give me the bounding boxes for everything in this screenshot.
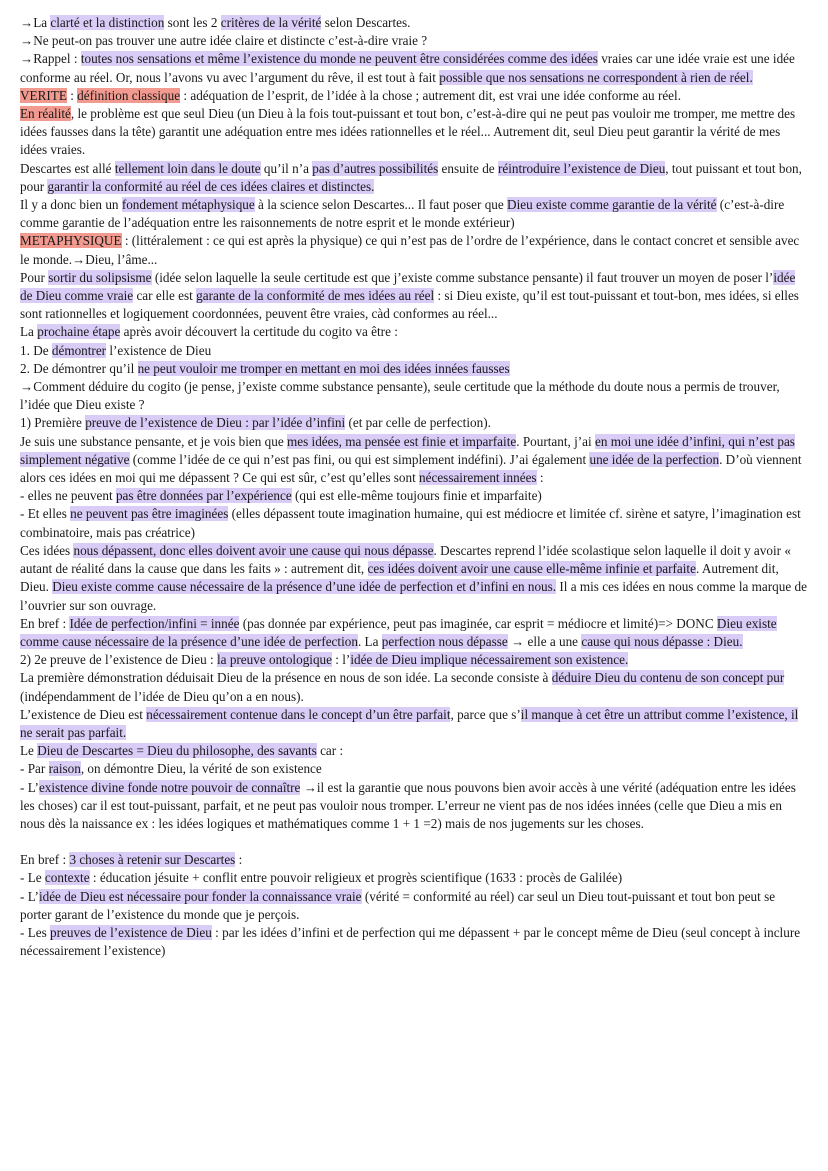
paragraph (20, 542, 808, 615)
highlight-purple: ne peut vouloir me tromper en mettant en moi des idées innées fausses (137, 360, 510, 376)
text-run: Il y a donc bien un (20, 197, 122, 213)
text-run: l’existence de Dieu (106, 342, 212, 358)
text-run: - Par (20, 761, 49, 777)
highlight-red: VERITE (20, 87, 67, 103)
text-run: - Le (20, 870, 45, 886)
text-run: , tout puissant et tout bon, pour (20, 160, 802, 194)
paragraph (20, 323, 808, 341)
text-run: →La (20, 15, 51, 30)
paragraph (20, 14, 808, 32)
highlight-purple: preuve de l’existence de Dieu : par l’idée d’infini (85, 415, 346, 431)
text-run: : (235, 852, 243, 868)
paragraph (20, 87, 808, 105)
text-run: selon Descartes. (321, 15, 411, 30)
text-run: (vérité = conformité au réel) car seul un Dieu tout-puissant et tout bon peut se porter garant de l’existence du monde que je perçois. (20, 888, 776, 922)
highlight-purple: possible que nos sensations ne correspondent à rien de réel. (439, 69, 753, 85)
text-run: - L’ (20, 779, 39, 795)
highlight-purple: Dieu existe comme cause nécessaire de la présence d’une idée de perfection (20, 615, 777, 649)
highlight-purple: pas être données par l’expérience (115, 488, 292, 504)
text-run: (comme l’idée de ce qui n’est pas fini, ou qui est simplement indéfini). J’ai également (129, 451, 590, 467)
highlight-red: En réalité (20, 106, 71, 122)
text-run: : (littéralement : ce qui est après la physique) ce qui n’est pas de l’ordre de l’expérience, dans le contact concret et sensible avec le monde.→Dieu, l’âme... (20, 233, 800, 267)
highlight-purple: Dieu existe comme garantie de la vérité (507, 197, 717, 213)
text-run: En bref : (20, 615, 70, 631)
text-run: . Pourtant, j’ai (516, 433, 595, 449)
text-run: Ces idées (20, 542, 74, 558)
text-run: - L’ (20, 888, 39, 904)
text-run: , on démontre Dieu, la vérité de son existence (80, 761, 322, 777)
highlight-purple: fondement métaphysique (121, 197, 255, 213)
highlight-purple: ces idées doivent avoir une cause elle-même infinie et parfaite (367, 561, 696, 577)
paragraph (20, 196, 808, 232)
highlight-purple: sortir du solipsisme (48, 269, 152, 285)
text-run: : si Dieu existe, qu’il est tout-puissant et tout-bon, mes idées, si elles sont rationnelles et logiquement coordonnées, peuvent être vraies, càd conformes au réel... (20, 288, 799, 322)
highlight-red: définition classique (77, 87, 181, 103)
text-run: à la science selon Descartes... Il faut poser que (254, 197, 508, 213)
highlight-purple: démontrer (51, 342, 107, 358)
highlight-purple: Idée de perfection/infini = innée (69, 615, 240, 631)
highlight-purple: toutes nos sensations et même l’existence du monde ne peuvent être considérées comme des idées (80, 51, 598, 67)
text-run: 1. De (20, 342, 52, 358)
text-run: 2. De démontrer qu’il (20, 360, 138, 376)
paragraph (20, 160, 808, 196)
paragraph (20, 615, 808, 651)
highlight-purple: perfection nous dépasse (381, 633, 508, 649)
highlight-purple: 3 choses à retenir sur Descartes (69, 852, 236, 868)
text-run: Le (20, 743, 38, 759)
paragraph (20, 342, 808, 360)
text-run: (elles dépassent toute imagination humaine, qui est médiocre et limitée cf. sirène et satyre, l’imagination est combinatoire, mais pas créatrice) (20, 506, 801, 540)
highlight-purple: tellement loin dans le doute (114, 160, 261, 176)
text-run: . Autrement dit, Dieu. (20, 561, 779, 595)
text-run: →il est la garantie que nous pouvons bien avoir accès à une vérité (adéquation entre les idées les choses) car il est tout-puissant, parfait, et ne peut pas vouloir nous tromper. L’erreur ne vient pas de nos idées innées (celle que Dieu a mis en nous dès la naissance ex : les idées logiques et mathématiques comme 1 + 1 =2) mais de nos jugements sur les choses. (20, 779, 796, 831)
text-run: : éducation jésuite + conflit entre pouvoir religieux et progrès scientifique (1633 : procès de Galilée) (89, 870, 623, 886)
highlight-purple: nous dépassent, donc elles doivent avoir une cause qui nous dépasse (73, 542, 434, 558)
text-run: Descartes est allé (20, 160, 115, 176)
text-run: →Rappel : (20, 51, 81, 67)
highlight-purple: réintroduire l’existence de Dieu (497, 160, 666, 176)
highlight-purple: idée de Dieu comme vraie (20, 269, 796, 304)
highlight-purple: en moi une idée d’infini, qui n’est pas simplement négative (20, 433, 795, 467)
paragraph (20, 105, 808, 160)
text-run: La première démonstration déduisait Dieu de la présence en nous de son idée. La seconde consiste à (20, 670, 552, 686)
highlight-purple: contexte (44, 870, 90, 886)
paragraph (20, 269, 808, 324)
highlight-purple: la preuve ontologique (217, 652, 332, 668)
text-run: (pas donnée par expérience, peut pas imaginée, car esprit = médiocre et limité)=> DONC (239, 615, 717, 631)
text-run: - Et elles (20, 506, 71, 522)
paragraph (20, 760, 808, 778)
text-run: sont les 2 (164, 15, 221, 30)
highlight-purple: nécessairement contenue dans le concept d’un être parfait (146, 706, 451, 722)
text-run: - Les (20, 924, 51, 940)
text-run: (qui est elle-même toujours finie et imparfaite) (291, 488, 542, 504)
text-run: 1) Première (20, 415, 86, 431)
text-run: (c’est-à-dire comme garantie de l’adéquation entre les raisonnements de notre esprit et le monde extérieur) (20, 197, 785, 231)
text-run: En bref : (20, 852, 70, 868)
text-run: car : (316, 743, 344, 759)
text-run: : adéquation de l’esprit, de l’idée à la chose ; autrement dit, est vrai une idée conforme au réel. (180, 87, 681, 103)
highlight-purple: prochaine étape (37, 324, 121, 340)
text-run: : (536, 470, 544, 486)
highlight-purple: une idée de la perfection (589, 451, 720, 467)
highlight-purple: déduire Dieu du contenu de son concept pur (551, 670, 785, 686)
text-run: car elle est (133, 288, 197, 304)
text-run: . D’où viennent alors ces idées en moi qui me dépassent ? Ce qui est sûr, c’est qu’elles sont (20, 451, 802, 486)
paragraph (20, 779, 808, 834)
text-run: . La (357, 633, 382, 649)
text-run: (idée selon laquelle la seule certitude est que j’existe comme substance pensante) il faut trouver un moyen de poser l’ (151, 269, 774, 285)
paragraph (20, 669, 808, 705)
paragraph (20, 50, 808, 86)
paragraph (20, 742, 808, 760)
highlight-purple: il manque à cet être un attribut comme l’existence, il ne serait pas parfait. (20, 706, 799, 740)
text-run: ensuite de (438, 160, 498, 176)
highlight-purple: existence divine fonde notre pouvoir de connaître (38, 779, 301, 795)
highlight-purple: Dieu existe comme cause nécessaire de la présence d’une idée de perfection et d’infini en nous. (52, 579, 557, 595)
text-run: (indépendamment de l’idée de Dieu qu’on a en nous). (20, 688, 304, 704)
paragraph (20, 851, 808, 869)
highlight-purple: mes idées, ma pensée est finie et imparfaite (286, 433, 517, 449)
highlight-purple: cause qui nous dépasse : Dieu. (581, 633, 743, 649)
text-run: Pour (20, 269, 49, 285)
text-run: : (66, 87, 78, 103)
paragraph (20, 360, 808, 378)
text-run: : par les idées d’infini et de perfection qui me dépassent + par le concept même de Dieu (seul concept à inclure nécessairement l’existence) (20, 924, 801, 959)
paragraph (20, 706, 808, 742)
paragraph (20, 232, 808, 268)
text-run: , le problème est que seul Dieu (un Dieu à la fois tout-puissant et tout bon, c’est-à-dire qui ne peut pas vouloir me tromper, me mettre des idées fausses dans la tête) garantit une adéquation entre mes idées rationnelles et le réel... Autrement dit, seul Dieu peut garantir la vérité de mes idées vraies. (20, 106, 796, 158)
text-run: → elle a une (507, 633, 582, 649)
text-run: après avoir découvert la certitude du cogito va être : (120, 324, 398, 340)
paragraph (20, 433, 808, 488)
paragraph (20, 378, 808, 414)
highlight-purple: preuves de l’existence de Dieu (50, 924, 212, 940)
text-run: →Ne peut-on pas trouver une autre idée claire et distincte c’est-à-dire vraie ? (20, 33, 428, 49)
text-run: Il a mis ces idées en nous comme la marque de l’ouvrier sur son ouvrage. (20, 579, 807, 613)
paragraph (20, 505, 808, 541)
text-run: Je suis une substance pensante, et je vois bien que (20, 433, 287, 449)
document-body (20, 14, 808, 960)
text-run: La (20, 324, 38, 340)
text-run: →Comment déduire du cogito (je pense, j’existe comme substance pensante), seule certitude que la méthode du doute nous a permis de trouver, l’idée que Dieu existe ? (20, 379, 780, 413)
highlight-purple: critères de la vérité (220, 15, 322, 30)
highlight-purple: Dieu de Descartes = Dieu du philosophe, des savants (37, 743, 317, 759)
highlight-purple: clarté et la distinction (50, 15, 165, 30)
highlight-purple: raison (48, 761, 81, 777)
highlight-purple: idée de Dieu est nécessaire pour fonder la connaissance vraie (38, 888, 362, 904)
highlight-purple: garante de la conformité de mes idées au réel (196, 288, 435, 304)
paragraph (20, 888, 808, 924)
text-run: qu’il n’a (260, 160, 313, 176)
highlight-purple: garantir la conformité au réel de ces idées claires et distinctes. (47, 178, 375, 194)
text-run: : l’ (332, 652, 351, 668)
text-run: . Descartes reprend l’idée scolastique selon laquelle il doit y avoir « autant de réalité dans la cause que dans les faits » : autrement dit, (20, 542, 791, 577)
paragraph (20, 651, 808, 669)
paragraph (20, 32, 808, 50)
paragraph (20, 487, 808, 505)
highlight-red: METAPHYSIQUE (20, 233, 122, 249)
highlight-purple: idée de Dieu implique nécessairement son existence. (350, 652, 629, 668)
text-run: , parce que s’ (450, 706, 521, 722)
text-run: (et par celle de perfection). (345, 415, 491, 431)
paragraph (20, 924, 808, 960)
highlight-purple: pas d’autres possibilités (312, 160, 439, 176)
highlight-purple: ne peuvent pas être imaginées (70, 506, 229, 522)
highlight-purple: nécessairement innées (419, 470, 537, 486)
paragraph (20, 414, 808, 432)
text-run: 2) 2e preuve de l’existence de Dieu : (20, 652, 217, 668)
blank-line (20, 833, 808, 851)
text-run: vraies car une idée vraie est une idée conforme au réel. Or, nous l’avons vu avec l’argument du rêve, il est tout à fait (20, 51, 795, 85)
text-run: L’existence de Dieu est (20, 706, 147, 722)
text-run: - elles ne peuvent (20, 488, 116, 504)
paragraph (20, 869, 808, 887)
